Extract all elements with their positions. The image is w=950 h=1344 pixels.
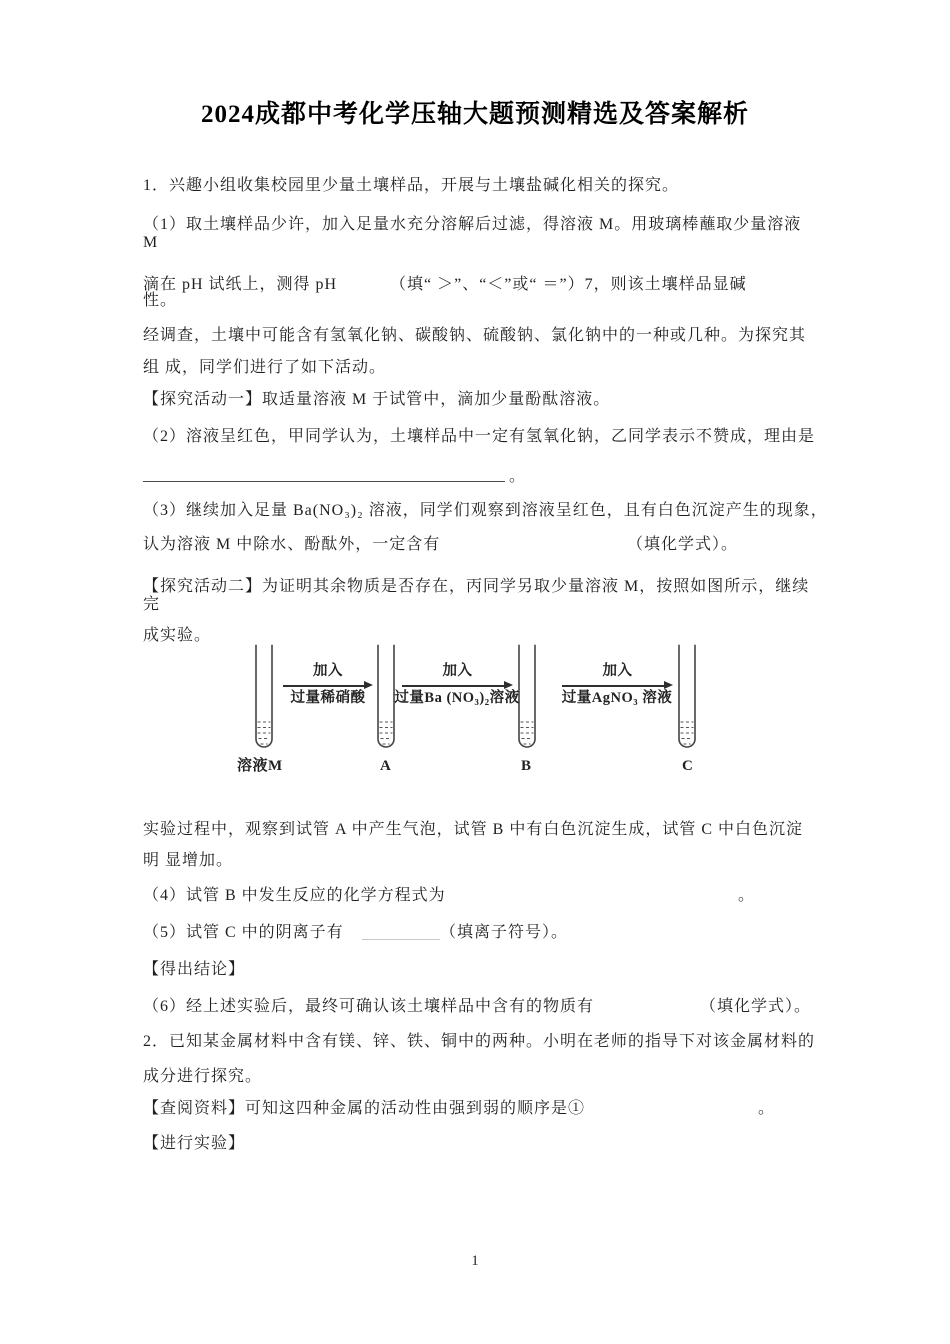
q1-part1-line1: （1）取土壤样品少许，加入足量水充分溶解后过滤，得溶液 M。用玻璃棒蘸取少量溶液 xyxy=(143,216,802,233)
arrow-right-icon xyxy=(562,685,664,687)
q1-observation-line1: 实验过程中，观察到试管 A 中产生气泡，试管 B 中有白色沉淀生成，试管 C 中白色沉淀 xyxy=(143,821,804,838)
q2-intro-line1: 2．已知某金属材料中含有镁、锌、铁、铜中的两种。小明在老师的指导下对该金属材料的 xyxy=(143,1033,816,1050)
q1-part2-line1: （2）溶液呈红色，甲同学认为，土壤样品中一定有氢氧化钠，乙同学表示不赞成，理由是 xyxy=(143,428,816,445)
q1-part3-line2-post: （填化学式）。 xyxy=(627,536,739,553)
test-tube-solution-m-icon xyxy=(253,644,275,754)
q1-part5-pre: （5）试管 C 中的阴离子有 xyxy=(143,924,344,941)
arrow3-top-label: 加入 xyxy=(602,663,633,679)
document-title: 2024成都中考化学压轴大题预测精选及答案解析 xyxy=(200,101,749,128)
q1-part3-line2-pre: 认为溶液 M 中除水、酚酞外，一定含有 xyxy=(143,536,441,553)
q1-activity2-line1: 【探究活动二】为证明其余物质是否存在，丙同学另取少量溶液 M，按照如图所示，继续 xyxy=(143,578,810,595)
q1-observation-line2: 明 显增加。 xyxy=(143,852,234,869)
q1-part6-pre: （6）经上述实验后，最终可确认该土壤样品中含有的物质有 xyxy=(143,998,595,1015)
q2-reference-pre: 【查阅资料】可知这四种金属的活动性由强到弱的顺序是① xyxy=(143,1100,586,1117)
arrow3-bottom-label: 过量AgNO₃ 溶液 xyxy=(561,690,673,706)
arrow-right-icon xyxy=(283,685,364,687)
q1-part6-post: （填化学式）。 xyxy=(700,998,812,1015)
q1-part1-line2: M xyxy=(143,234,159,251)
q1-survey-line2: 组 成，同学们进行了如下活动。 xyxy=(143,359,387,376)
q1-part5-blank-underline xyxy=(362,925,440,940)
tube-label-c: C xyxy=(682,758,694,774)
arrow1-bottom-label: 过量稀硝酸 xyxy=(290,690,366,706)
q1-part4-pre: （4）试管 B 中发生反应的化学方程式为 xyxy=(143,887,446,904)
page-number: 1 xyxy=(471,1253,479,1269)
tube-label-b: B xyxy=(521,758,532,774)
q1-part4-period: 。 xyxy=(738,887,756,904)
arrow-right-icon xyxy=(402,685,504,687)
test-tube-c-icon xyxy=(676,644,698,754)
q1-intro: 1．兴趣小组收集校园里少量土壤样品，开展与土壤盐碱化相关的探究。 xyxy=(143,177,680,194)
q1-conclusion-header: 【得出结论】 xyxy=(143,961,246,978)
q2-intro-line2: 成分进行探究。 xyxy=(143,1068,263,1085)
q1-ph-cont: 性。 xyxy=(143,292,178,309)
q1-activity1-header-line: 【探究活动一】取适量溶液 M 于试管中，滴加少量酚酞溶液。 xyxy=(143,391,611,408)
tube-label-a: A xyxy=(380,758,392,774)
q1-part2-period: 。 xyxy=(509,468,527,485)
q2-reference-period: 。 xyxy=(758,1100,776,1117)
q1-part2-blank-underline xyxy=(143,467,505,482)
arrow2-bottom-label: 过量Ba (NO₃)₂溶液 xyxy=(394,690,520,706)
q1-ph-pre: 滴在 pH 试纸上，测得 pH xyxy=(143,276,338,293)
q1-part3-line1: （3）继续加入足量 Ba(NO₃)₂ 溶液，同学们观察到溶液呈红色，且有白色沉淀产生的现象， xyxy=(143,502,828,519)
tube-label-solution-m: 溶液M xyxy=(237,758,283,774)
q1-activity2-line1b: 完 xyxy=(143,596,161,613)
q1-ph-post: （填“ ＞”、“＜”或“ ＝”）7，则该土壤样品显碱 xyxy=(390,276,747,293)
q1-survey-line1: 经调查，土壤中可能含有氢氧化钠、碳酸钠、硫酸钠、氯化钠中的一种或几种。为探究其 xyxy=(143,327,807,344)
q1-part5-post: （填离子符号）。 xyxy=(440,924,569,941)
q1-activity2-line2: 成实验。 xyxy=(143,627,212,644)
arrow2-top-label: 加入 xyxy=(442,663,473,679)
arrow1-top-label: 加入 xyxy=(313,663,343,679)
q2-experiment-header: 【进行实验】 xyxy=(143,1135,246,1152)
